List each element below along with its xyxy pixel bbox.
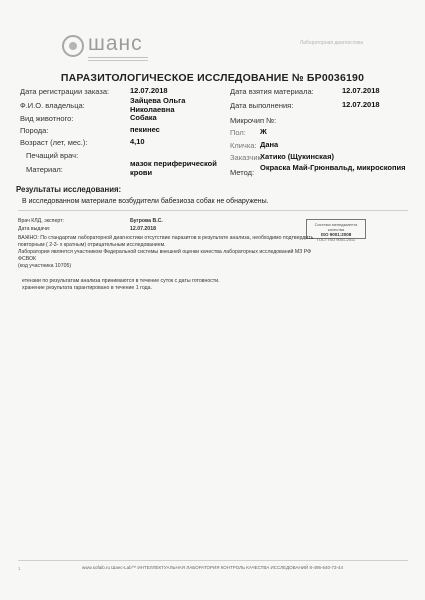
- material-label: Материал:: [26, 165, 63, 174]
- claims-line-1: етензии по результатам анализа принимаются в течение суток с даты готовности.: [22, 278, 220, 284]
- header-faint-text: Лабораторная диагностика: [299, 40, 363, 46]
- page-number: 1: [18, 566, 21, 571]
- results-heading: Результаты исследования:: [16, 185, 122, 194]
- collection-date-value: 12.07.2018: [342, 86, 380, 95]
- footer-divider: [18, 560, 408, 561]
- note-line-4: ФСВОК: [18, 256, 37, 262]
- registration-date-label: Дата регистрации заказа:: [20, 87, 110, 96]
- quality-certificate-badge: [306, 219, 366, 242]
- age-label: Возраст (лет, мес.):: [20, 138, 88, 147]
- completion-date-label: Дата выполнения:: [230, 101, 294, 110]
- customer-value: Хатико (Щукинская): [260, 152, 334, 161]
- material-value: мазок периферической крови: [130, 159, 217, 177]
- footer-text: www.sofaib.ru Шанс-Lab™ ИНТЕЛЛЕКТУАЛЬНАЯ ЛАБОРАТОРИЯ КОНТРОЛЬ КАЧЕСТВА ИССЛЕДОВАНИЙ 8-495-640-73-44: [82, 565, 343, 570]
- customer-label: Заказчик:: [230, 153, 263, 162]
- note-line-1: ВАЖНО: По стандартам лабораторной диагностики отсутствие паразитов в результате анализа, необходимо подтвердить: [18, 235, 314, 241]
- method-label: Метод:: [230, 168, 255, 177]
- sex-value: Ж: [260, 127, 267, 136]
- breed-value: пекинес: [130, 125, 160, 134]
- logo-mark-icon: [62, 35, 84, 57]
- results-text: В исследованном материале возбудители бабезиоза собак не обнаружены.: [22, 198, 269, 205]
- sex-label: Пол:: [230, 128, 246, 137]
- badge-line-3: ГОСТ ISO 9001-2011: [316, 237, 356, 242]
- note-line-5: (код участника 10705): [18, 263, 72, 269]
- attending-vet-label: Печащий врач:: [26, 151, 79, 160]
- divider-line: [18, 210, 408, 211]
- animal-species-value: Собака: [130, 113, 157, 122]
- claims-line-2: хранение результата гарантировано в течение 1 года.: [22, 285, 152, 291]
- logo-underline: [88, 57, 148, 58]
- registration-date-value: 12.07.2018: [130, 86, 168, 95]
- owner-name-value: Зайцева Ольга Николаевна: [130, 96, 186, 114]
- doctor-label: Врач КЛД, эксперт:: [18, 218, 64, 224]
- badge-line-2: ISO 9001:2008: [320, 232, 352, 237]
- age-value: 4,10: [130, 137, 145, 146]
- issue-date-value: 12.07.2018: [130, 226, 156, 232]
- document-title: ПАРАЗИТОЛОГИЧЕСКОЕ ИССЛЕДОВАНИЕ № БР0036190: [60, 72, 365, 84]
- note-line-2: повторным ( 2-3- х кратным) отрицательным исследованием.: [18, 242, 166, 248]
- completion-date-value: 12.07.2018: [342, 100, 380, 109]
- collection-date-label: Дата взятия материала:: [230, 87, 314, 96]
- note-line-3: Лаборатория является участником Федеральной системы внешней оценки качества лабораторных исследований МЗ РФ: [18, 249, 312, 255]
- logo-text: шанс: [88, 32, 143, 55]
- pet-name-value: Дана: [260, 140, 279, 149]
- breed-label: Порода:: [20, 126, 49, 135]
- animal-species-label: Вид животного:: [20, 114, 74, 123]
- issue-date-label: Дата выдачи:: [18, 226, 51, 232]
- microchip-label: Микрочип №:: [230, 116, 277, 125]
- doctor-value: Бугрова В.С.: [130, 218, 163, 224]
- badge-line-1: Система менеджмента качества: [314, 222, 358, 232]
- pet-name-label: Кличка:: [230, 141, 257, 150]
- owner-name-label: Ф.И.О. владельца:: [20, 101, 85, 110]
- lab-logo: [62, 32, 162, 68]
- method-value: Окраска Май-Грюнвальд, микроскопия: [260, 163, 406, 172]
